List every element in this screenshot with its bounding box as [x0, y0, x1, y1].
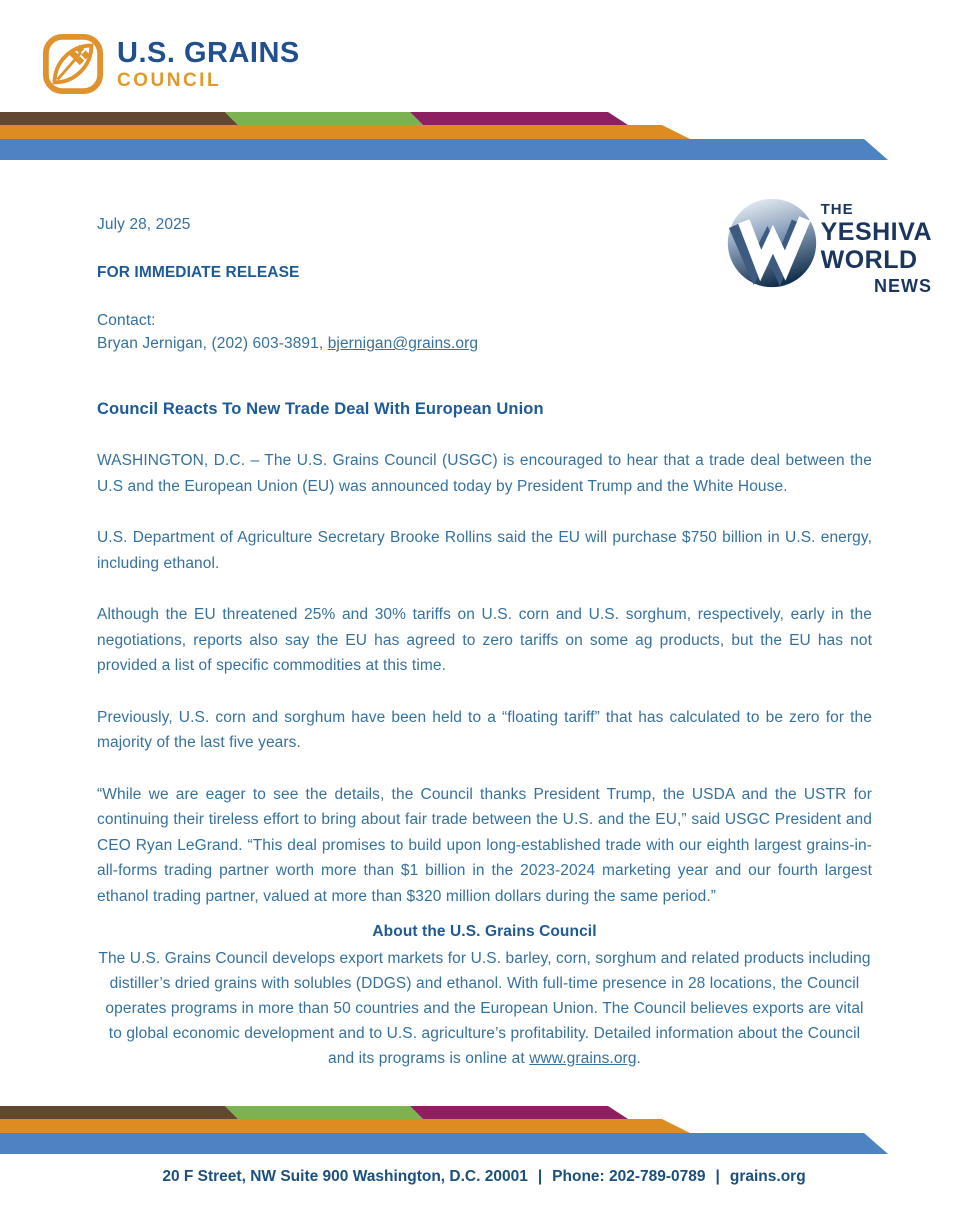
- footer-address-bar: [0, 1166, 968, 1188]
- usgc-logo-title: U.S. GRAINS: [117, 36, 300, 69]
- about-text-end: .: [636, 1050, 641, 1067]
- contact-email-link[interactable]: bjernigan@grains.org: [327, 335, 479, 352]
- article-paragraph: Although the EU threatened 25% and 30% tariffs on U.S. corn and U.S. sorghum, respectively, early in the negotiations, reports also say the EU has agreed to zero tariffs on some ag products, but the EU has not provided a list of specific commodities at this time.: [97, 606, 872, 674]
- bottom-banner-stripes: [0, 1106, 968, 1154]
- footer-separator: |: [537, 1168, 543, 1185]
- stripes-graphic: [0, 1106, 968, 1154]
- contact-label: Contact:: [97, 312, 156, 329]
- footer-phone: Phone: 202-789-0789: [552, 1168, 706, 1185]
- tyw-logo-world: WORLD: [820, 246, 918, 274]
- article-headline: Council Reacts To New Trade Deal With European Union: [97, 400, 544, 418]
- article-paragraph: “While we are eager to see the details, the Council thanks President Trump, the USDA and the USTR for continuing their tireless effort to bring about fair trade between the U.S. and the EU,” said USGC President and CEO Ryan LeGrand. “This deal promises to build upon long-established trade with our eighth largest grains-in-all-forms trading partner worth more than $1 billion in the 2023-2024 marketing year and our fourth largest ethanol trading partner, valued at more than $320 million dollars during the same period.”: [97, 785, 872, 905]
- tyw-logo-the: THE: [820, 201, 854, 218]
- article-paragraph: Previously, U.S. corn and sorghum have been held to a “floating tariff” that has calculated to be zero for the majority of the last five years.: [97, 708, 872, 751]
- for-immediate-release-label: FOR IMMEDIATE RELEASE: [97, 264, 300, 281]
- about-heading: About the U.S. Grains Council: [372, 923, 597, 940]
- press-release-body: [97, 160, 872, 1071]
- release-date: July 28, 2025: [97, 216, 191, 233]
- grains-org-link[interactable]: www.grains.org: [529, 1050, 637, 1067]
- usgc-logo: [42, 33, 300, 95]
- about-text: The U.S. Grains Council develops export markets for U.S. barley, corn, sorghum and related products including distiller’s dried grains with solubles (DDGS) and ethanol. With full-time presence in 28 locations, the Council operates programs in more than 50 countries and the European Union. The Council believes exports are vital to global economic development and to U.S. agriculture’s profitability. Detailed information about the Council and its programs is online at: [98, 950, 871, 1067]
- about-section: [97, 921, 872, 1071]
- tyw-logo-yeshiva: YESHIVA: [820, 218, 932, 246]
- article-paragraph: WASHINGTON, D.C. – The U.S. Grains Council (USGC) is encouraged to hear that a trade deal between the U.S and the European Union (EU) was announced today by President Trump and the White House.: [97, 452, 872, 495]
- contact-line: [97, 333, 872, 354]
- footer-separator: |: [715, 1168, 720, 1185]
- about-body: [97, 946, 872, 1071]
- usgc-logo-subtitle: COUNCIL: [117, 69, 222, 91]
- article-paragraph: U.S. Department of Agriculture Secretary Brooke Rollins said the EU will purchase $750 billion in U.S. energy, including ethanol.: [97, 529, 872, 572]
- tyw-logo-news: NEWS: [874, 276, 932, 296]
- top-banner-stripes: [0, 112, 968, 160]
- stripes-graphic: [0, 112, 968, 160]
- usgc-logo-text: [117, 36, 300, 91]
- usgc-grain-leaf-icon: [42, 33, 104, 95]
- footer-address: 20 F Street, NW Suite 900 Washington, D.C. 20001: [162, 1168, 528, 1185]
- footer-site: grains.org: [729, 1168, 806, 1185]
- contact-name-phone: Bryan Jernigan, (202) 603-3891,: [97, 335, 328, 352]
